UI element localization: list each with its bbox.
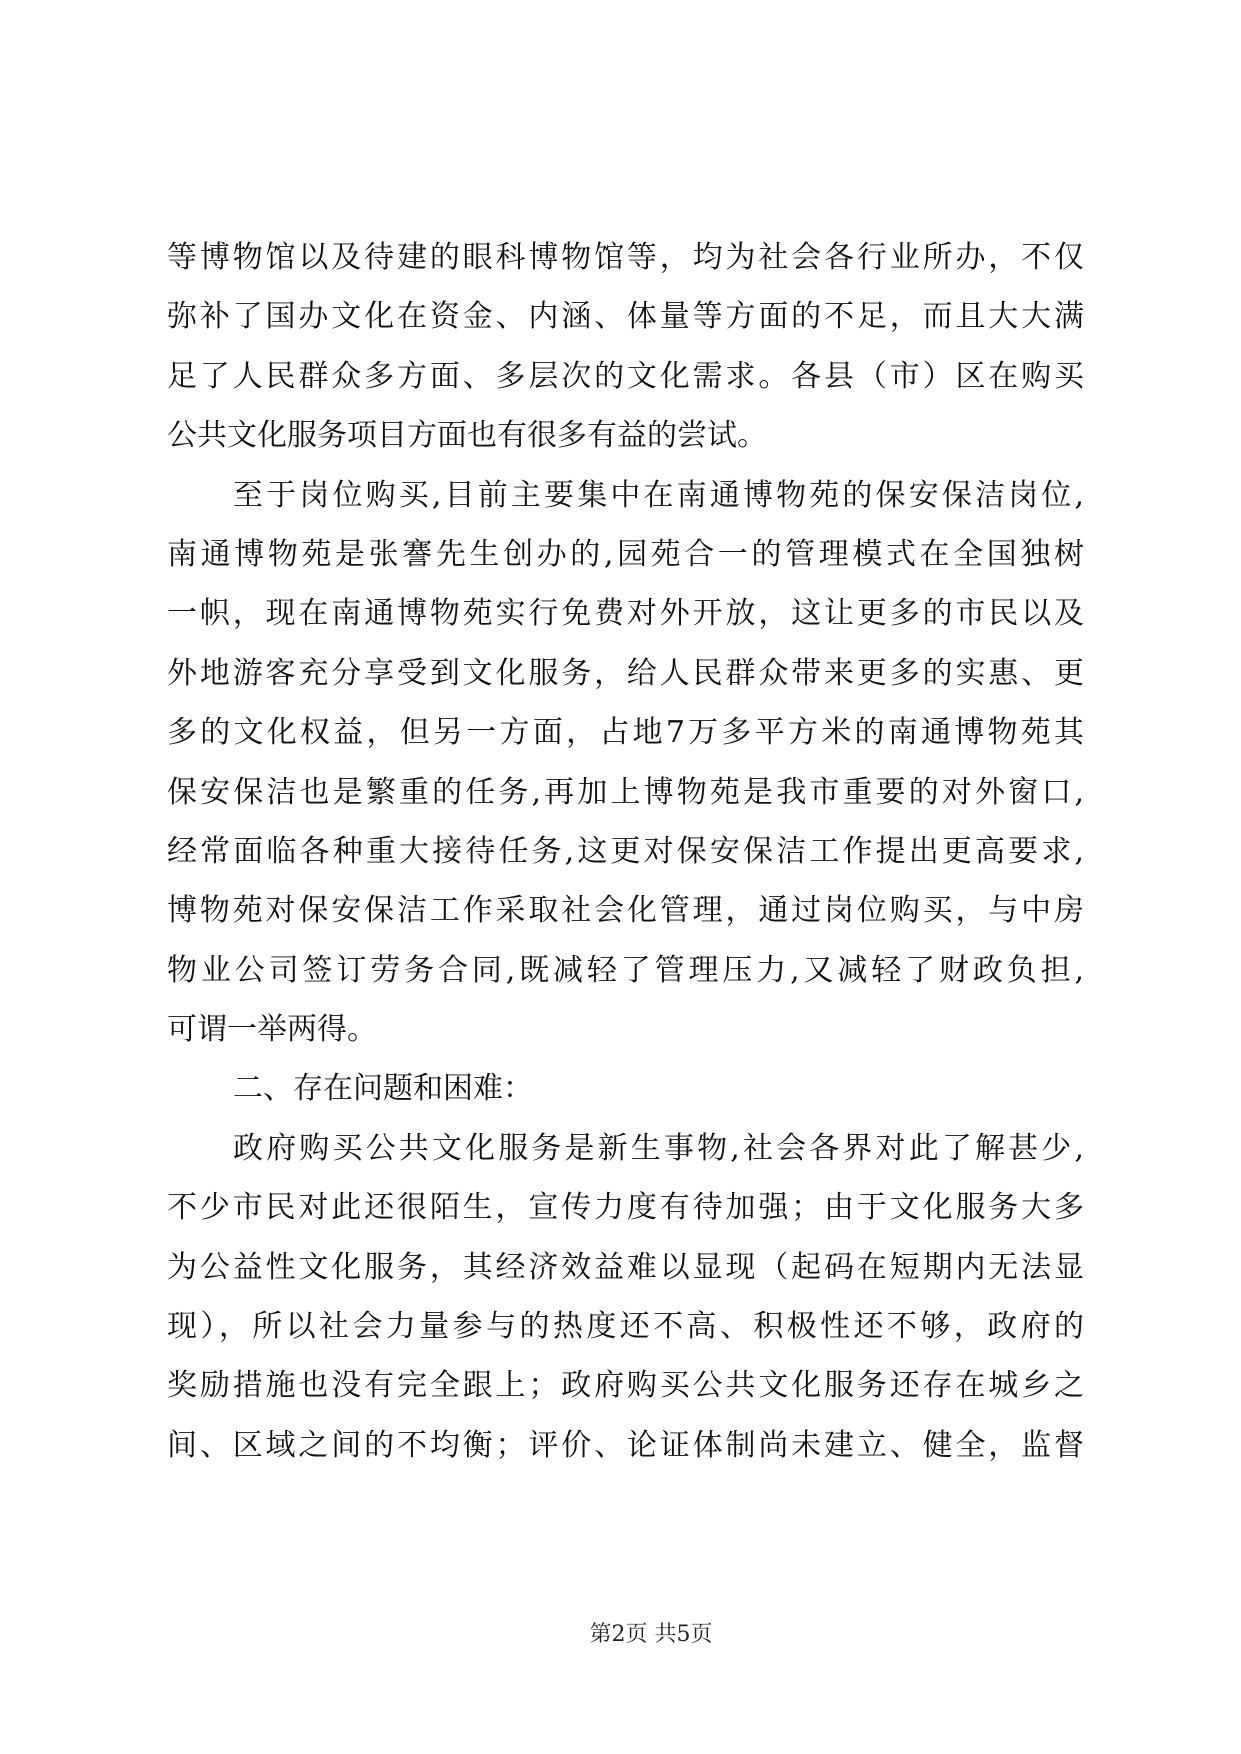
text-line: 至于岗位购买,目前主要集中在南通博物苑的保安保洁岗位, xyxy=(233,477,1084,513)
text-line: 经常面临各种重大接待任务,这更对保安保洁工作提出更高要求, xyxy=(167,833,1084,869)
text-line: 二、存在问题和困难： xyxy=(233,1071,533,1107)
text-line: 南通博物苑是张謇先生创办的,园苑合一的管理模式在全国独树 xyxy=(167,536,1084,572)
paragraph xyxy=(167,1119,1084,1475)
text-line: 保安保洁也是繁重的任务,再加上博物苑是我市重要的对外窗口, xyxy=(167,774,1084,810)
text-line: 为公益性文化服务，其经济效益难以显现（起码在短期内无法显 xyxy=(167,1249,1084,1285)
text-line: 公共文化服务项目方面也有很多有益的尝试。 xyxy=(167,418,767,454)
paragraph xyxy=(167,466,1084,1060)
text-line: 现），所以社会力量参与的热度还不高、积极性还不够，政府的 xyxy=(167,1309,1084,1345)
text-line: 可谓一举两得。 xyxy=(167,1012,377,1048)
text-line: 博物苑对保安保洁工作采取社会化管理，通过岗位购买，与中房 xyxy=(167,893,1084,929)
paragraph xyxy=(167,1059,1084,1118)
text-line: 物业公司签订劳务合同,既减轻了管理压力,又减轻了财政负担, xyxy=(167,952,1084,988)
text-line: 不少市民对此还很陌生，宣传力度有待加强；由于文化服务大多 xyxy=(167,1190,1084,1226)
document-body xyxy=(167,228,1084,1475)
page-footer: 第2页 共5页 xyxy=(589,1622,713,1647)
text-line: 奖励措施也没有完全跟上；政府购买公共文化服务还存在城乡之 xyxy=(167,1368,1084,1404)
text-line: 政府购买公共文化服务是新生事物,社会各界对此了解甚少, xyxy=(233,1130,1084,1166)
text-line: 外地游客充分享受到文化服务，给人民群众带来更多的实惠、更 xyxy=(167,655,1084,691)
text-line: 间、区域之间的不均衡；评价、论证体制尚未建立、健全，监督 xyxy=(167,1427,1084,1463)
text-line: 一帜，现在南通博物苑实行免费对外开放，这让更多的市民以及 xyxy=(167,596,1084,632)
text-line: 足了人民群众多方面、多层次的文化需求。各县（市）区在购买 xyxy=(167,358,1084,394)
text-line: 等博物馆以及待建的眼科博物馆等，均为社会各行业所办，不仅 xyxy=(167,240,1084,275)
paragraph xyxy=(167,228,1084,466)
text-line: 弥补了国办文化在资金、内涵、体量等方面的不足，而且大大满 xyxy=(167,299,1084,335)
text-line: 多的文化权益，但另一方面，占地7万多平方米的南通博物苑其 xyxy=(167,715,1084,751)
